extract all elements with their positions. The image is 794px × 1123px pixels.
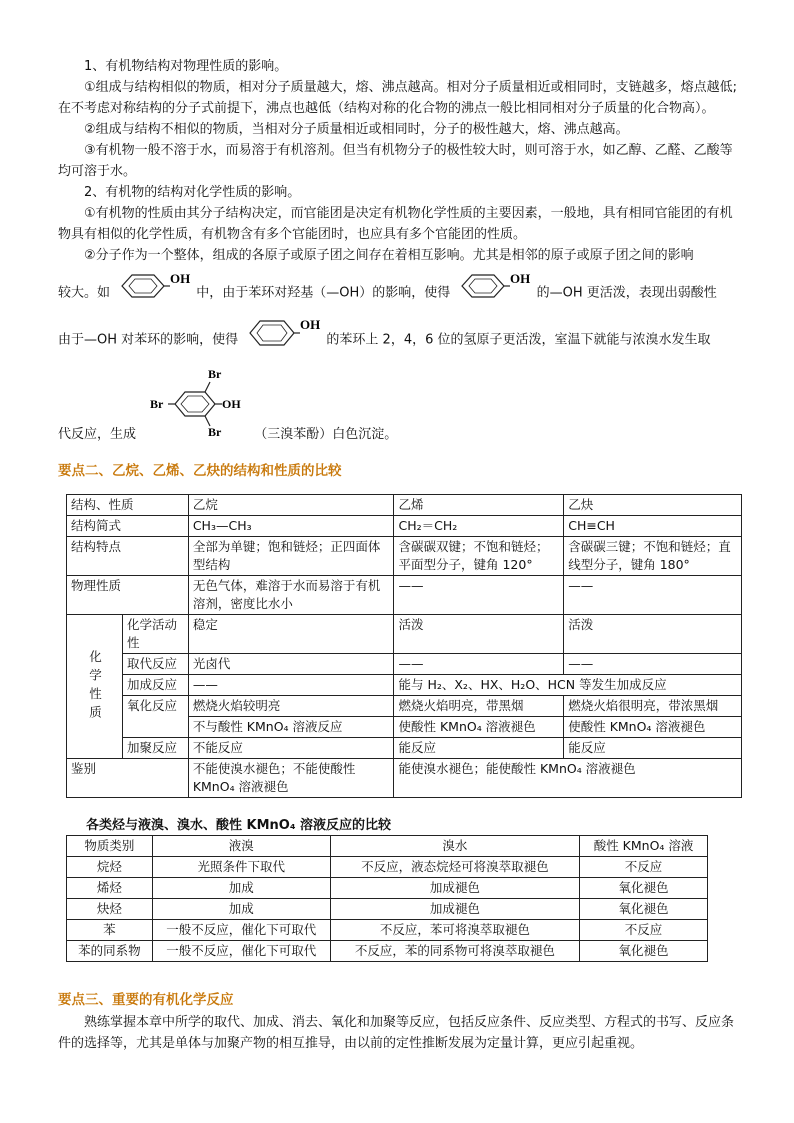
table-row <box>67 696 742 717</box>
cell: 不反应，苯可将溴萃取褪色 <box>330 920 580 941</box>
row-label: 加成反应 <box>122 675 188 696</box>
cell: 含碳碳三键；不饱和链烃；直线型分子，键角 180° <box>564 537 742 576</box>
table-row <box>67 537 742 576</box>
header-cell: 乙炔 <box>564 495 742 516</box>
header-cell: 乙烯 <box>394 495 564 516</box>
cell: 不能反应 <box>188 738 394 759</box>
heading-point-3: 要点三、重要的有机化学反应 <box>58 992 234 1008</box>
bromine-reaction-table <box>66 835 708 962</box>
cell: 稳定 <box>188 615 394 654</box>
cell: CH≡CH <box>564 516 742 537</box>
row-label: 化学活动性 <box>122 615 188 654</box>
cell: 氧化褪色 <box>580 899 708 920</box>
cell: 能与 H₂、X₂、HX、H₂O、HCN 等发生加成反应 <box>394 675 742 696</box>
para-6: ①有机物的性质由其分子结构决定，而官能团是决定有机物化学性质的主要因素，一般地，具有相同官能团的有机物具有相似的化学性质，有机物含有多个官能团时，也应具有多个官能团的性质。 <box>58 206 733 242</box>
cell: —— <box>394 654 564 675</box>
phenol-structure-2 <box>454 270 532 316</box>
svg-text:Br: Br <box>208 367 222 381</box>
table-row <box>67 675 742 696</box>
cell: 苯 <box>67 920 153 941</box>
table-row <box>67 857 708 878</box>
cell: 不反应 <box>580 920 708 941</box>
cell: 含碳碳双键；不饱和链烃；平面型分子，键角 120° <box>394 537 564 576</box>
para-5: 2、有机物的结构对化学性质的影响。 <box>84 185 301 200</box>
cell: 活泼 <box>564 615 742 654</box>
header-cell: 乙烷 <box>188 495 394 516</box>
para-8-text-c: 的—OH 更活泼，表现出弱酸性 <box>536 285 717 301</box>
cell: 氧化褪色 <box>580 941 708 962</box>
para-10 <box>58 364 738 445</box>
cell: 燃烧火焰较明亮 <box>188 696 394 717</box>
cell: 烯烃 <box>67 878 153 899</box>
svg-text:OH: OH <box>222 397 241 411</box>
svg-text:OH: OH <box>170 271 191 286</box>
row-label: 取代反应 <box>122 654 188 675</box>
cell: —— <box>188 675 394 696</box>
cell: 使酸性 KMnO₄ 溶液褪色 <box>394 717 564 738</box>
table-row <box>67 516 742 537</box>
para-9-text-a: 由于—OH 对苯环的影响，使得 <box>58 332 239 348</box>
cell: 燃烧火焰很明亮，带浓黑烟 <box>564 696 742 717</box>
table-row <box>67 899 708 920</box>
row-label: 结构简式 <box>67 516 189 537</box>
table-row <box>67 654 742 675</box>
cell: 使酸性 KMnO₄ 溶液褪色 <box>564 717 742 738</box>
cell: 全部为单键；饱和链烃；正四面体型结构 <box>188 537 394 576</box>
para-8-text-a: 较大。如 <box>58 285 111 301</box>
row-label: 鉴别 <box>67 759 189 798</box>
table-row <box>67 576 742 615</box>
para-7: ②分子作为一个整体，组成的各原子或原子团之间存在着相互影响。尤其是相邻的原子或原子团之间的影响 <box>84 248 694 263</box>
table-row <box>67 495 742 516</box>
cell: 燃烧火焰明亮，带黑烟 <box>394 696 564 717</box>
cell: 能使溴水褪色；能使酸性 KMnO₄ 溶液褪色 <box>394 759 742 798</box>
header-cell: 液溴 <box>152 836 330 857</box>
cell: 炔烃 <box>67 899 153 920</box>
cell: 一般不反应，催化下可取代 <box>152 941 330 962</box>
table-2-caption: 各类烃与液溴、溴水、酸性 KMnO₄ 溶液反应的比较 <box>86 818 392 833</box>
phenol-structure-3 <box>242 316 322 364</box>
cell: 不反应，苯的同系物可将溴萃取褪色 <box>330 941 580 962</box>
para-8-text-b: 中，由于苯环对羟基（—OH）的影响，使得 <box>196 285 451 301</box>
cell: CH₃—CH₃ <box>188 516 394 537</box>
cell: 不能使溴水褪色；不能使酸性 KMnO₄ 溶液褪色 <box>188 759 394 798</box>
section-structure-properties <box>58 56 738 479</box>
cell: 能反应 <box>394 738 564 759</box>
cell: 加成 <box>152 878 330 899</box>
cell: CH₂＝CH₂ <box>394 516 564 537</box>
heading-point-2: 要点二、乙烷、乙烯、乙炔的结构和性质的比较 <box>58 463 342 479</box>
table-row <box>67 941 708 962</box>
cell: —— <box>564 576 742 615</box>
cell: 氧化褪色 <box>580 878 708 899</box>
row-label: 氧化反应 <box>122 696 188 738</box>
cell: —— <box>564 654 742 675</box>
table-row <box>67 836 708 857</box>
cell: 苯的同系物 <box>67 941 153 962</box>
para-9-text-b: 的苯环上 2，4，6 位的氢原子更活泼，室温下就能与浓溴水发生取 <box>326 332 711 348</box>
header-cell: 物质类别 <box>67 836 153 857</box>
cell: 能反应 <box>564 738 742 759</box>
cell: 加成褪色 <box>330 878 580 899</box>
para-2: ①组成与结构相似的物质，相对分子质量越大，熔、沸点越高。相对分子质量相近或相同时，支链越多，熔点越低;在不考虑对称结构的分子式前提下，沸点也越低（结构对称的化合物的沸点一般比相同相对分子质量的化合物高）。 <box>58 80 738 116</box>
section-point-3 <box>58 988 738 1054</box>
cell: 加成褪色 <box>330 899 580 920</box>
cell: 烷烃 <box>67 857 153 878</box>
cell: 不反应，液态烷烃可将溴萃取褪色 <box>330 857 580 878</box>
chem-properties-label: 化学性质 <box>67 615 123 759</box>
para-point-3: 熟练掌握本章中所学的取代、加成、消去、氧化和加聚等反应，包括反应条件、反应类型、方程式的书写、反应条件的选择等，尤其是单体与加聚产物的相互推导，由以前的定性推断发展为定量计算，更应引起重视。 <box>58 1015 735 1051</box>
table-row <box>67 738 742 759</box>
cell: 无色气体，难溶于水而易溶于有机溶剂，密度比水小 <box>188 576 394 615</box>
row-label: 结构特点 <box>67 537 189 576</box>
para-1: 1、有机物结构对物理性质的影响。 <box>84 59 288 74</box>
header-cell: 酸性 KMnO₄ 溶液 <box>580 836 708 857</box>
table-row <box>67 615 742 654</box>
cell: 不反应 <box>580 857 708 878</box>
phenol-structure-1 <box>114 270 192 316</box>
cell: —— <box>394 576 564 615</box>
para-10-text-b: （三溴苯酚）白色沉淀。 <box>254 427 398 442</box>
para-9 <box>58 316 738 364</box>
para-10-text-a: 代反应，生成 <box>58 427 137 442</box>
table-row <box>67 878 708 899</box>
table-row <box>67 759 742 798</box>
svg-text:Br: Br <box>150 397 164 411</box>
header-cell: 结构、性质 <box>67 495 189 516</box>
svg-text:OH: OH <box>510 271 531 286</box>
para-4: ③有机物一般不溶于水，而易溶于有机溶剂。但当有机物分子的极性较大时，则可溶于水，如乙醇、乙醛、乙酸等均可溶于水。 <box>58 143 733 179</box>
cell: 一般不反应，催化下可取代 <box>152 920 330 941</box>
cell: 光卤代 <box>188 654 394 675</box>
svg-text:Br: Br <box>208 425 222 438</box>
cell: 不与酸性 KMnO₄ 溶液反应 <box>188 717 394 738</box>
para-8 <box>58 270 738 316</box>
cell: 光照条件下取代 <box>152 857 330 878</box>
row-label: 加聚反应 <box>122 738 188 759</box>
tribromophenol-structure <box>140 364 250 445</box>
cell: 加成 <box>152 899 330 920</box>
para-3: ②组成与结构不相似的物质，当相对分子质量相近或相同时，分子的极性越大，熔、沸点越高。 <box>84 122 629 137</box>
hydrocarbon-comparison-table <box>66 494 742 798</box>
svg-text:OH: OH <box>300 317 321 332</box>
table-row <box>67 920 708 941</box>
header-cell: 溴水 <box>330 836 580 857</box>
cell: 活泼 <box>394 615 564 654</box>
row-label: 物理性质 <box>67 576 189 615</box>
